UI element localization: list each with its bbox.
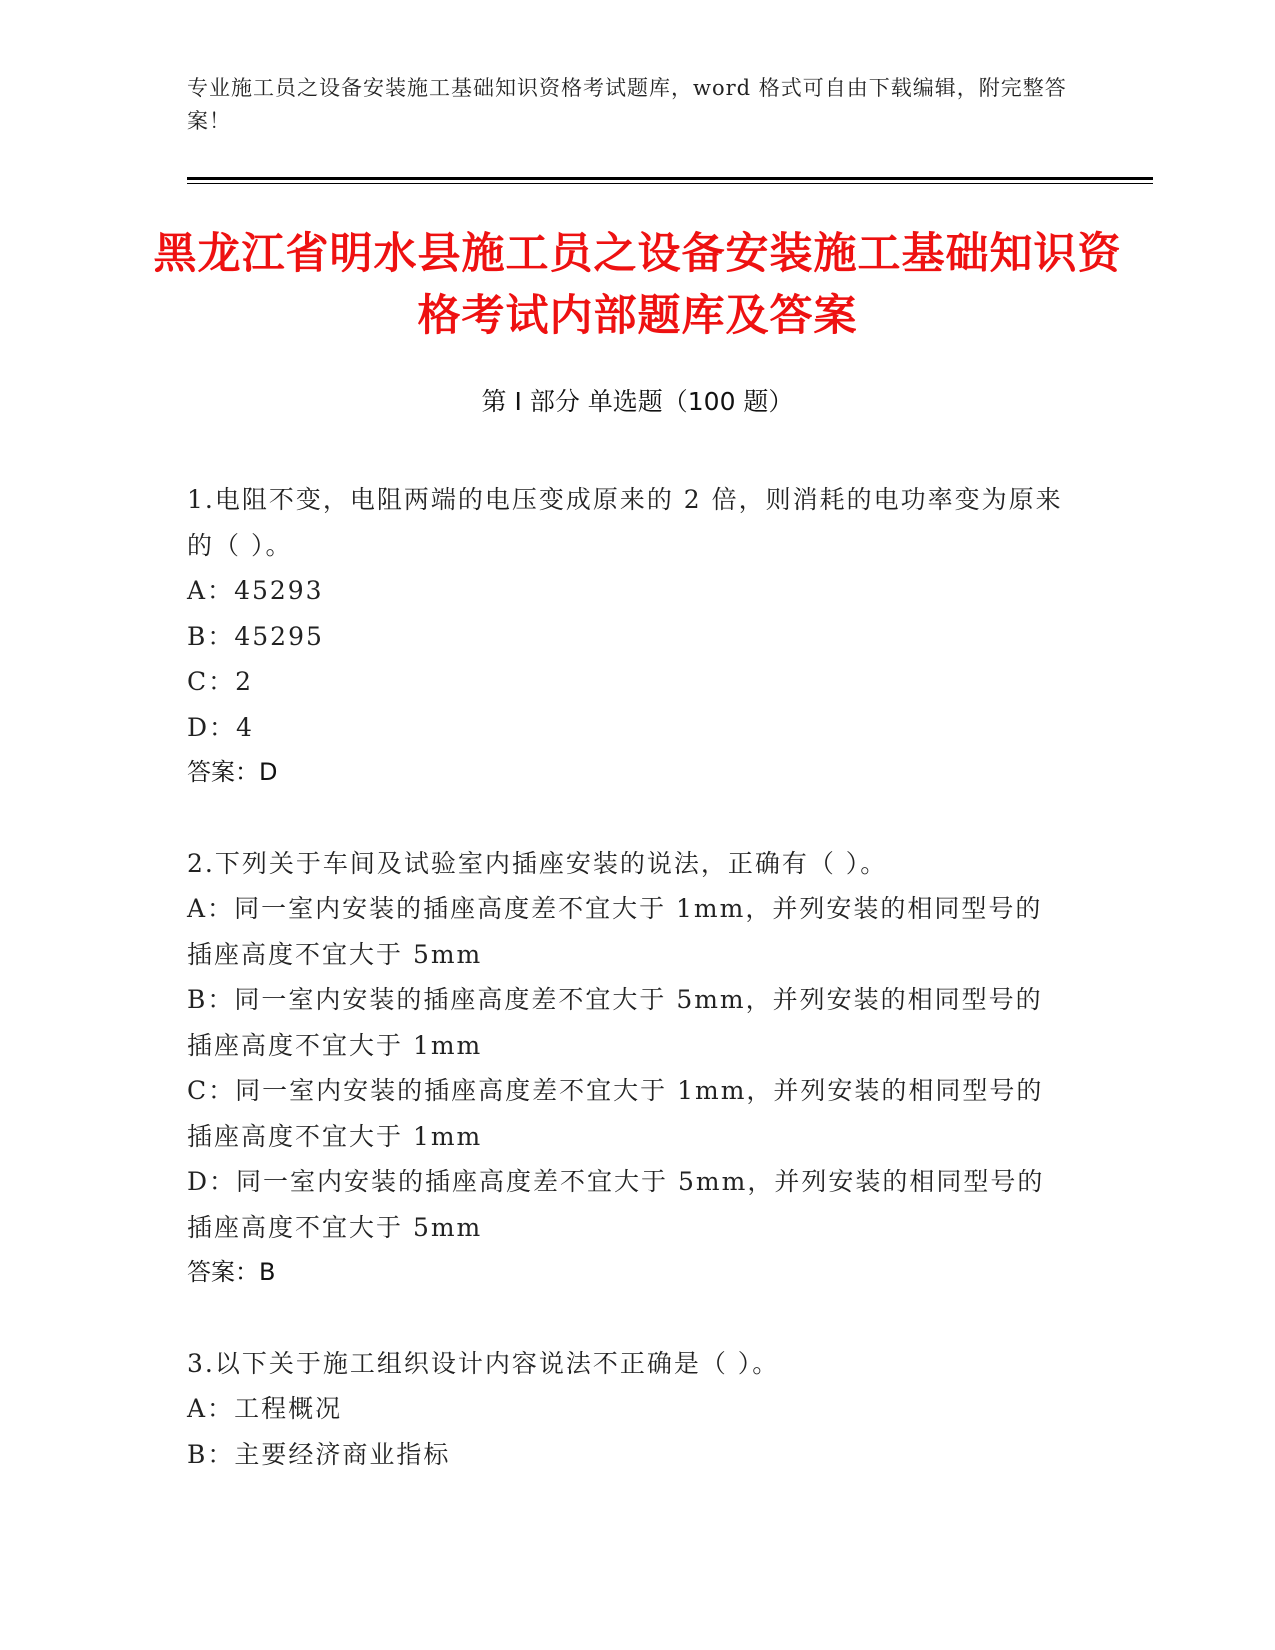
question-2 <box>187 841 1067 1296</box>
option-b <box>187 614 1067 660</box>
question-stem: 3.以下关于施工组织设计内容说法不正确是（ ）。 <box>187 1348 780 1378</box>
option-key: A： <box>187 894 235 923</box>
option-a <box>187 1386 1067 1432</box>
question-list <box>187 477 1067 1522</box>
option-b <box>187 977 1067 1068</box>
section-title: 第 I 部分 单选题（100 题） <box>481 387 794 416</box>
option-d <box>187 1159 1067 1250</box>
option-a <box>187 568 1067 614</box>
option-text: 45293 <box>234 576 324 605</box>
option-text: 同一室内安装的插座高度差不宜大于 1mm，并列安装的相同型号的插座高度不宜大于 5mm <box>187 894 1043 969</box>
answer: 答案：D <box>187 758 278 786</box>
option-text: 同一室内安装的插座高度差不宜大于 1mm，并列安装的相同型号的插座高度不宜大于 1mm <box>187 1076 1044 1151</box>
header-note: 专业施工员之设备安装施工基础知识资格考试题库，word 格式可自由下载编辑，附完整答案！ <box>187 76 1067 133</box>
option-text: 45295 <box>234 621 324 651</box>
option-key: B： <box>187 985 235 1014</box>
option-text: 同一室内安装的插座高度差不宜大于 5mm，并列安装的相同型号的插座高度不宜大于 1mm <box>187 985 1043 1060</box>
option-b <box>187 1432 1067 1478</box>
option-key: C： <box>187 1076 236 1105</box>
option-d <box>187 705 1067 751</box>
option-c <box>187 659 1067 705</box>
document-title: 黑龙江省明水县施工员之设备安装施工基础知识资格考试内部题库及答案 <box>153 229 1122 341</box>
option-key: A： <box>187 1394 235 1423</box>
header-rule-thick <box>187 177 1153 180</box>
answer: 答案：B <box>187 1258 276 1286</box>
option-key: C： <box>187 667 236 696</box>
option-key: B： <box>187 621 235 651</box>
option-c <box>187 1068 1067 1159</box>
option-key: D： <box>187 712 237 742</box>
option-text: 主要经济商业指标 <box>234 1439 451 1469</box>
option-text: 4 <box>236 712 254 742</box>
option-text: 同一室内安装的插座高度差不宜大于 5mm，并列安装的相同型号的插座高度不宜大于 5mm <box>187 1167 1045 1242</box>
header-rule-thin <box>187 183 1153 184</box>
option-key: D： <box>187 1167 237 1196</box>
question-stem: 2.下列关于车间及试验室内插座安装的说法，正确有（ ）。 <box>187 848 888 878</box>
question-3 <box>187 1341 1067 1478</box>
question-1 <box>187 477 1067 796</box>
option-key: B： <box>187 1439 235 1469</box>
question-stem: 1.电阻不变，电阻两端的电压变成原来的 2 倍，则消耗的电功率变为原来的（ ）。 <box>187 485 1063 560</box>
option-key: A： <box>187 576 235 605</box>
option-text: 工程概况 <box>234 1394 343 1423</box>
option-text: 2 <box>235 667 254 696</box>
option-a <box>187 886 1067 977</box>
